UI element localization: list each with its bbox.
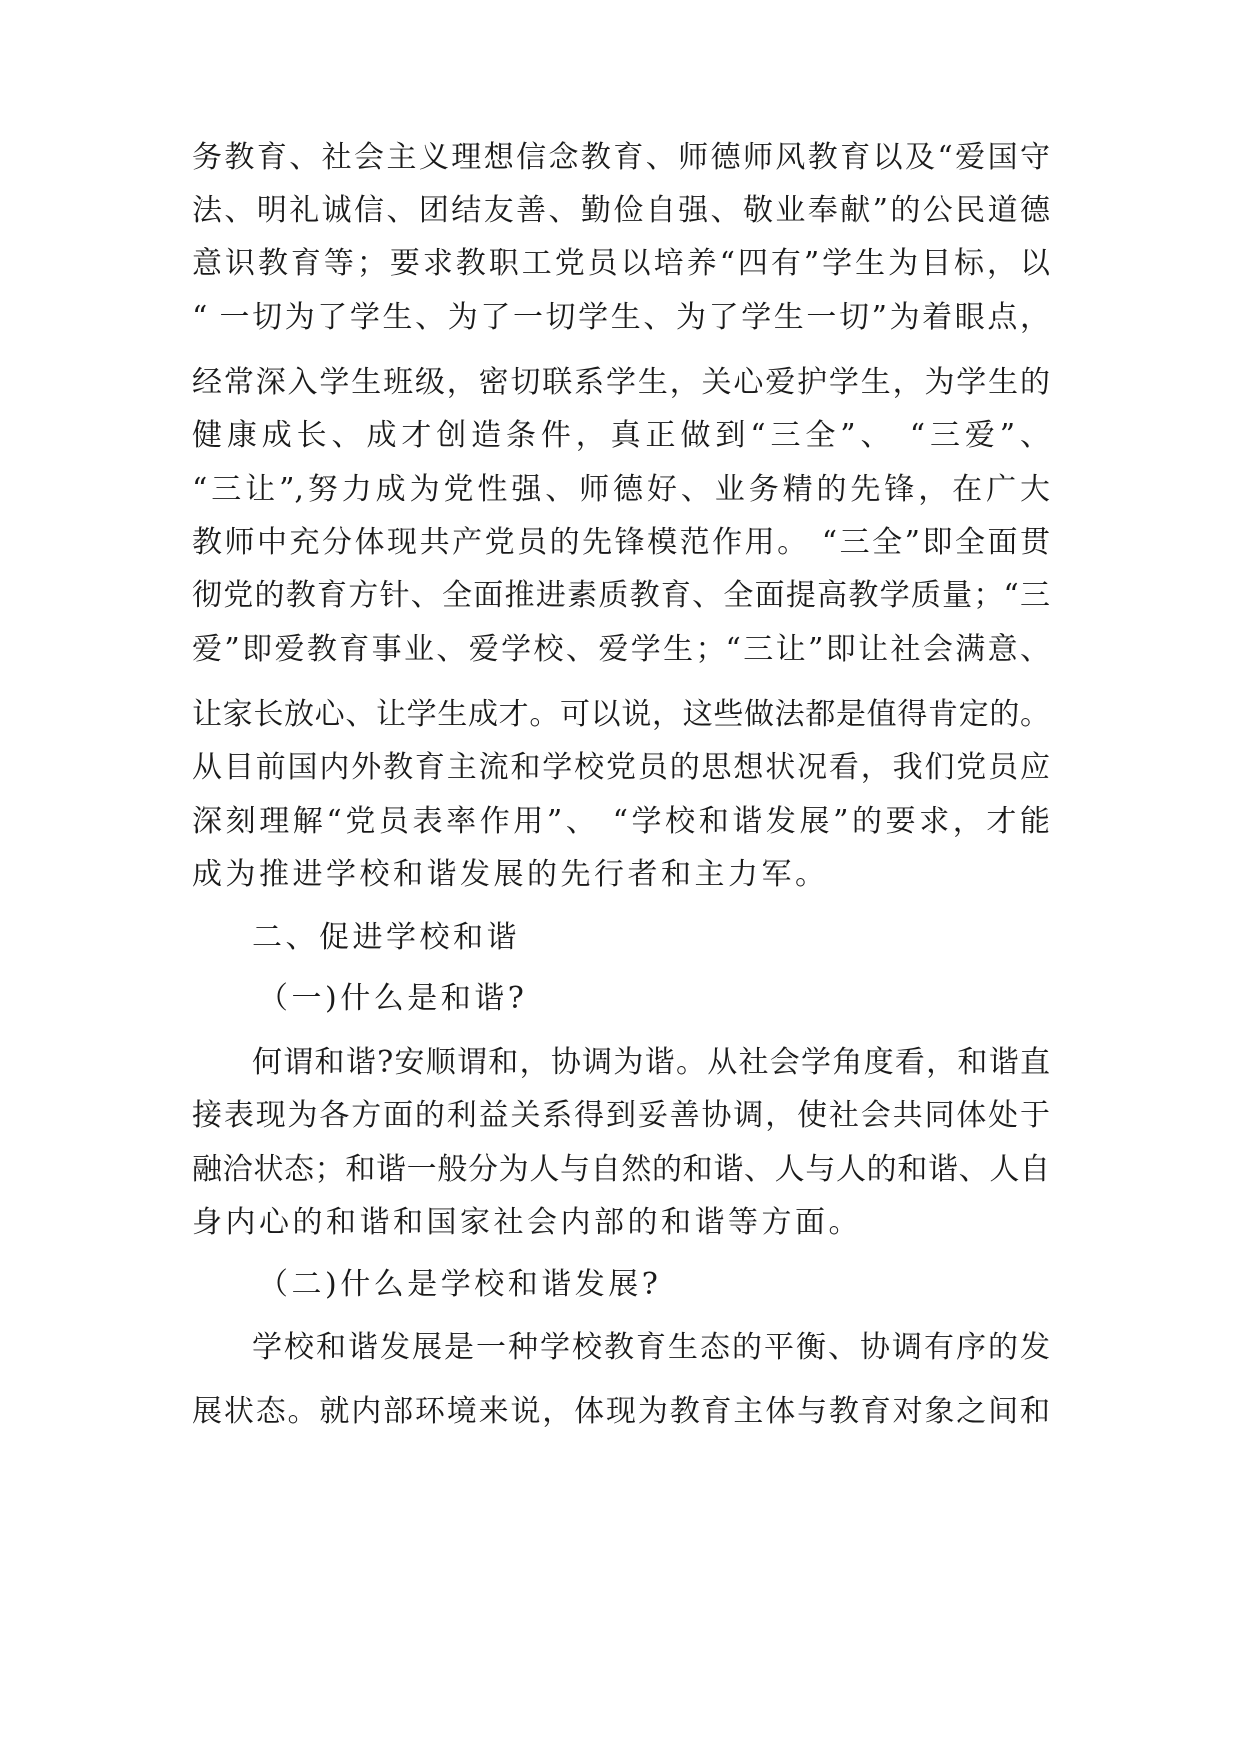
text-line: 教师中充分体现共产党员的先锋模范作用。 “三全”即全面贯	[192, 525, 1050, 560]
text-line: 何谓和谐?安顺谓和，协调为谐。从社会学角度看，和谐直	[252, 1045, 1050, 1080]
text-line: 深刻理解“党员表率作用”、 “学校和谐发展”的要求，才能	[192, 804, 1050, 839]
text-line: 法、明礼诚信、团结友善、勤俭自强、敬业奉献”的公民道德	[192, 193, 1050, 228]
text-line: 意识教育等；要求教职工党员以培养“四有”学生为目标，以	[192, 246, 1050, 281]
text-line: “ 一切为了学生、为了一切学生、为了学生一切”为着眼点，	[192, 300, 1050, 335]
text-line: 接表现为各方面的利益关系得到妥善协调，使社会共同体处于	[192, 1098, 1050, 1133]
section-heading: 二、促进学校和谐	[252, 920, 520, 955]
text-line: 经常深入学生班级，密切联系学生，关心爱护学生，为学生的	[192, 365, 1050, 400]
text-line: 从目前国内外教育主流和学校党员的思想状况看，我们党员应	[192, 750, 1050, 785]
subsection-heading: （一)什么是和谐?	[258, 981, 528, 1016]
text-line: 成为推进学校和谐发展的先行者和主力军。	[192, 857, 829, 892]
text-line: 身内心的和谐和国家社会内部的和谐等方面。	[192, 1205, 862, 1240]
text-line: 展状态。就内部环境来说，体现为教育主体与教育对象之间和	[192, 1394, 1050, 1429]
text-line: 融洽状态；和谐一般分为人与自然的和谐、人与人的和谐、人自	[192, 1152, 1050, 1187]
text-line: 健康成长、成才创造条件，真正做到“三全”、 “三爱”、	[192, 418, 1050, 453]
subsection-heading: （二)什么是学校和谐发展?	[258, 1267, 662, 1302]
text-line: 学校和谐发展是一种学校教育生态的平衡、协调有序的发	[252, 1330, 1050, 1365]
text-line: 务教育、社会主义理想信念教育、师德师风教育以及“爱国守	[192, 140, 1050, 175]
text-line: 彻党的教育方针、全面推进素质教育、全面提高教学质量；“三	[192, 578, 1050, 613]
text-line: 让家长放心、让学生成才。可以说，这些做法都是值得肯定的。	[192, 697, 1050, 732]
text-line: “三让”,努力成为党性强、师德好、业务精的先锋，在广大	[192, 472, 1050, 507]
text-line: 爱”即爱教育事业、爱学校、爱学生；“三让”即让社会满意、	[192, 632, 1050, 667]
